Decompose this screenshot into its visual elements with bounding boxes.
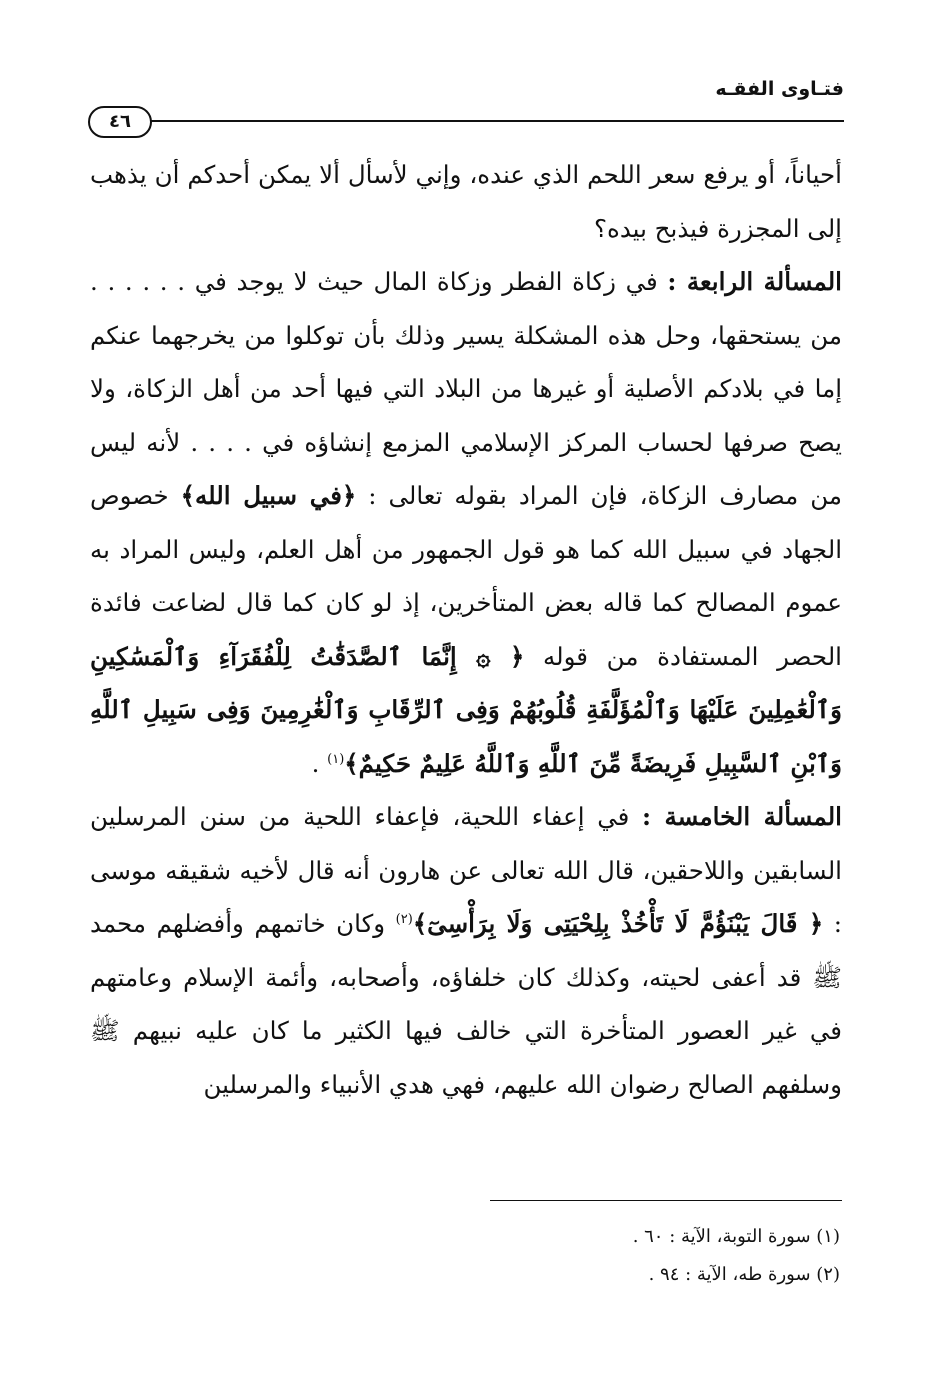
footnote: (١) سورة التوبة، الآية : ٦٠ . (632, 1226, 840, 1247)
running-title: فتـاوى الفقـه (715, 78, 844, 100)
paragraph-text: . (311, 748, 328, 778)
paragraph-text: أحياناً، أو يرفع سعر اللحم الذي عنده، وإني لأسأل ألا يمكن أحدكم أن يذهب إلى المجزرة فيذبح بيده؟ (90, 160, 842, 243)
paragraph-text: خصوص الجهاد في سبيل الله كما هو قول الجمهور من أهل العلم، وليس المراد به عموم المصالح كما قاله بعض المتأخرين، إذ لو كان كما قال لضاعت فائدة الحصر المستفادة من قوله (90, 481, 842, 671)
section-heading: المسألة الخامسة : (642, 802, 842, 831)
footnote-ref[interactable]: (٢) (395, 911, 413, 927)
paragraph-fourth-issue (90, 255, 842, 790)
paragraph-text: وكان خاتمهم وأفضلهم محمد ﷺ قد أعفى لحيته، وكذلك كان خلفاؤه، وأصحابه، وأئمة الإسلام وعامتهم في غير العصور المتأخرة التي خالف فيها الكثير ما كان عليه نبيهم ﷺ وسلفهم الصالح رضوان الله عليهم، فهي هدي الأنبياء والمرسلين (90, 909, 842, 1099)
header-rule (148, 120, 844, 122)
footnotes (100, 1218, 840, 1294)
page-header (88, 78, 844, 132)
paragraph-fifth-issue (90, 790, 842, 1111)
footnote: (٢) سورة طه، الآية : ٩٤ . (648, 1264, 840, 1285)
paragraph-continuation (90, 148, 842, 255)
paragraph-text: في زكاة الفطر وزكاة المال حيث لا يوجد في . . . . . . من يستحقها، وحل هذه المشكلة يسير وذلك بأن توكلوا من يخرجهما عنكم إما في بلادكم الأصلية أو غيرها من البلاد التي فيها أحد من أهل الزكاة، ولا يصح صرفها لحساب المركز الإسلامي المزمع إنشاؤه في . . . . لأنه ليس من مصارف الزكاة، فإن المراد بقوله تعالى : (90, 267, 843, 510)
quran-quote: ﴿في سبيل الله﴾ (180, 481, 357, 510)
section-heading: المسألة الرابعة : (667, 267, 842, 296)
footnote-ref[interactable]: (١) (327, 751, 345, 767)
page-number: ٤٦ (88, 106, 152, 138)
paragraph-text: في إعفاء اللحية، فإعفاء اللحية من سنن المرسلين السابقين واللاحقين، قال الله تعالى عن هارون أنه قال لأخيه شقيقه موسى : (90, 802, 843, 938)
quran-quote: ﴿ قَالَ يَبْنَؤُمَّ لَا تَأْخُذْ بِلِحْيَتِى وَلَا بِرَأْسِىٓ﴾ (412, 909, 824, 938)
body-text (90, 148, 842, 1111)
footnote-rule (490, 1200, 842, 1201)
quran-quote: ﴿ ۞ إِنَّمَا ٱلصَّدَقَٰتُ لِلْفُقَرَآءِ وَٱلْمَسَٰكِينِ وَٱلْعَٰمِلِينَ عَلَيْهَا وَٱلْمُؤَلَّفَةِ قُلُوبُهُمْ وَفِى ٱلرِّقَابِ وَٱلْغَٰرِمِينَ وَفِى سَبِيلِ ٱللَّهِ وَٱبْنِ ٱلسَّبِيلِ فَرِيضَةً مِّنَ ٱللَّهِ وَٱللَّهُ عَلِيمٌ حَكِيمٌ﴾ (90, 641, 842, 778)
